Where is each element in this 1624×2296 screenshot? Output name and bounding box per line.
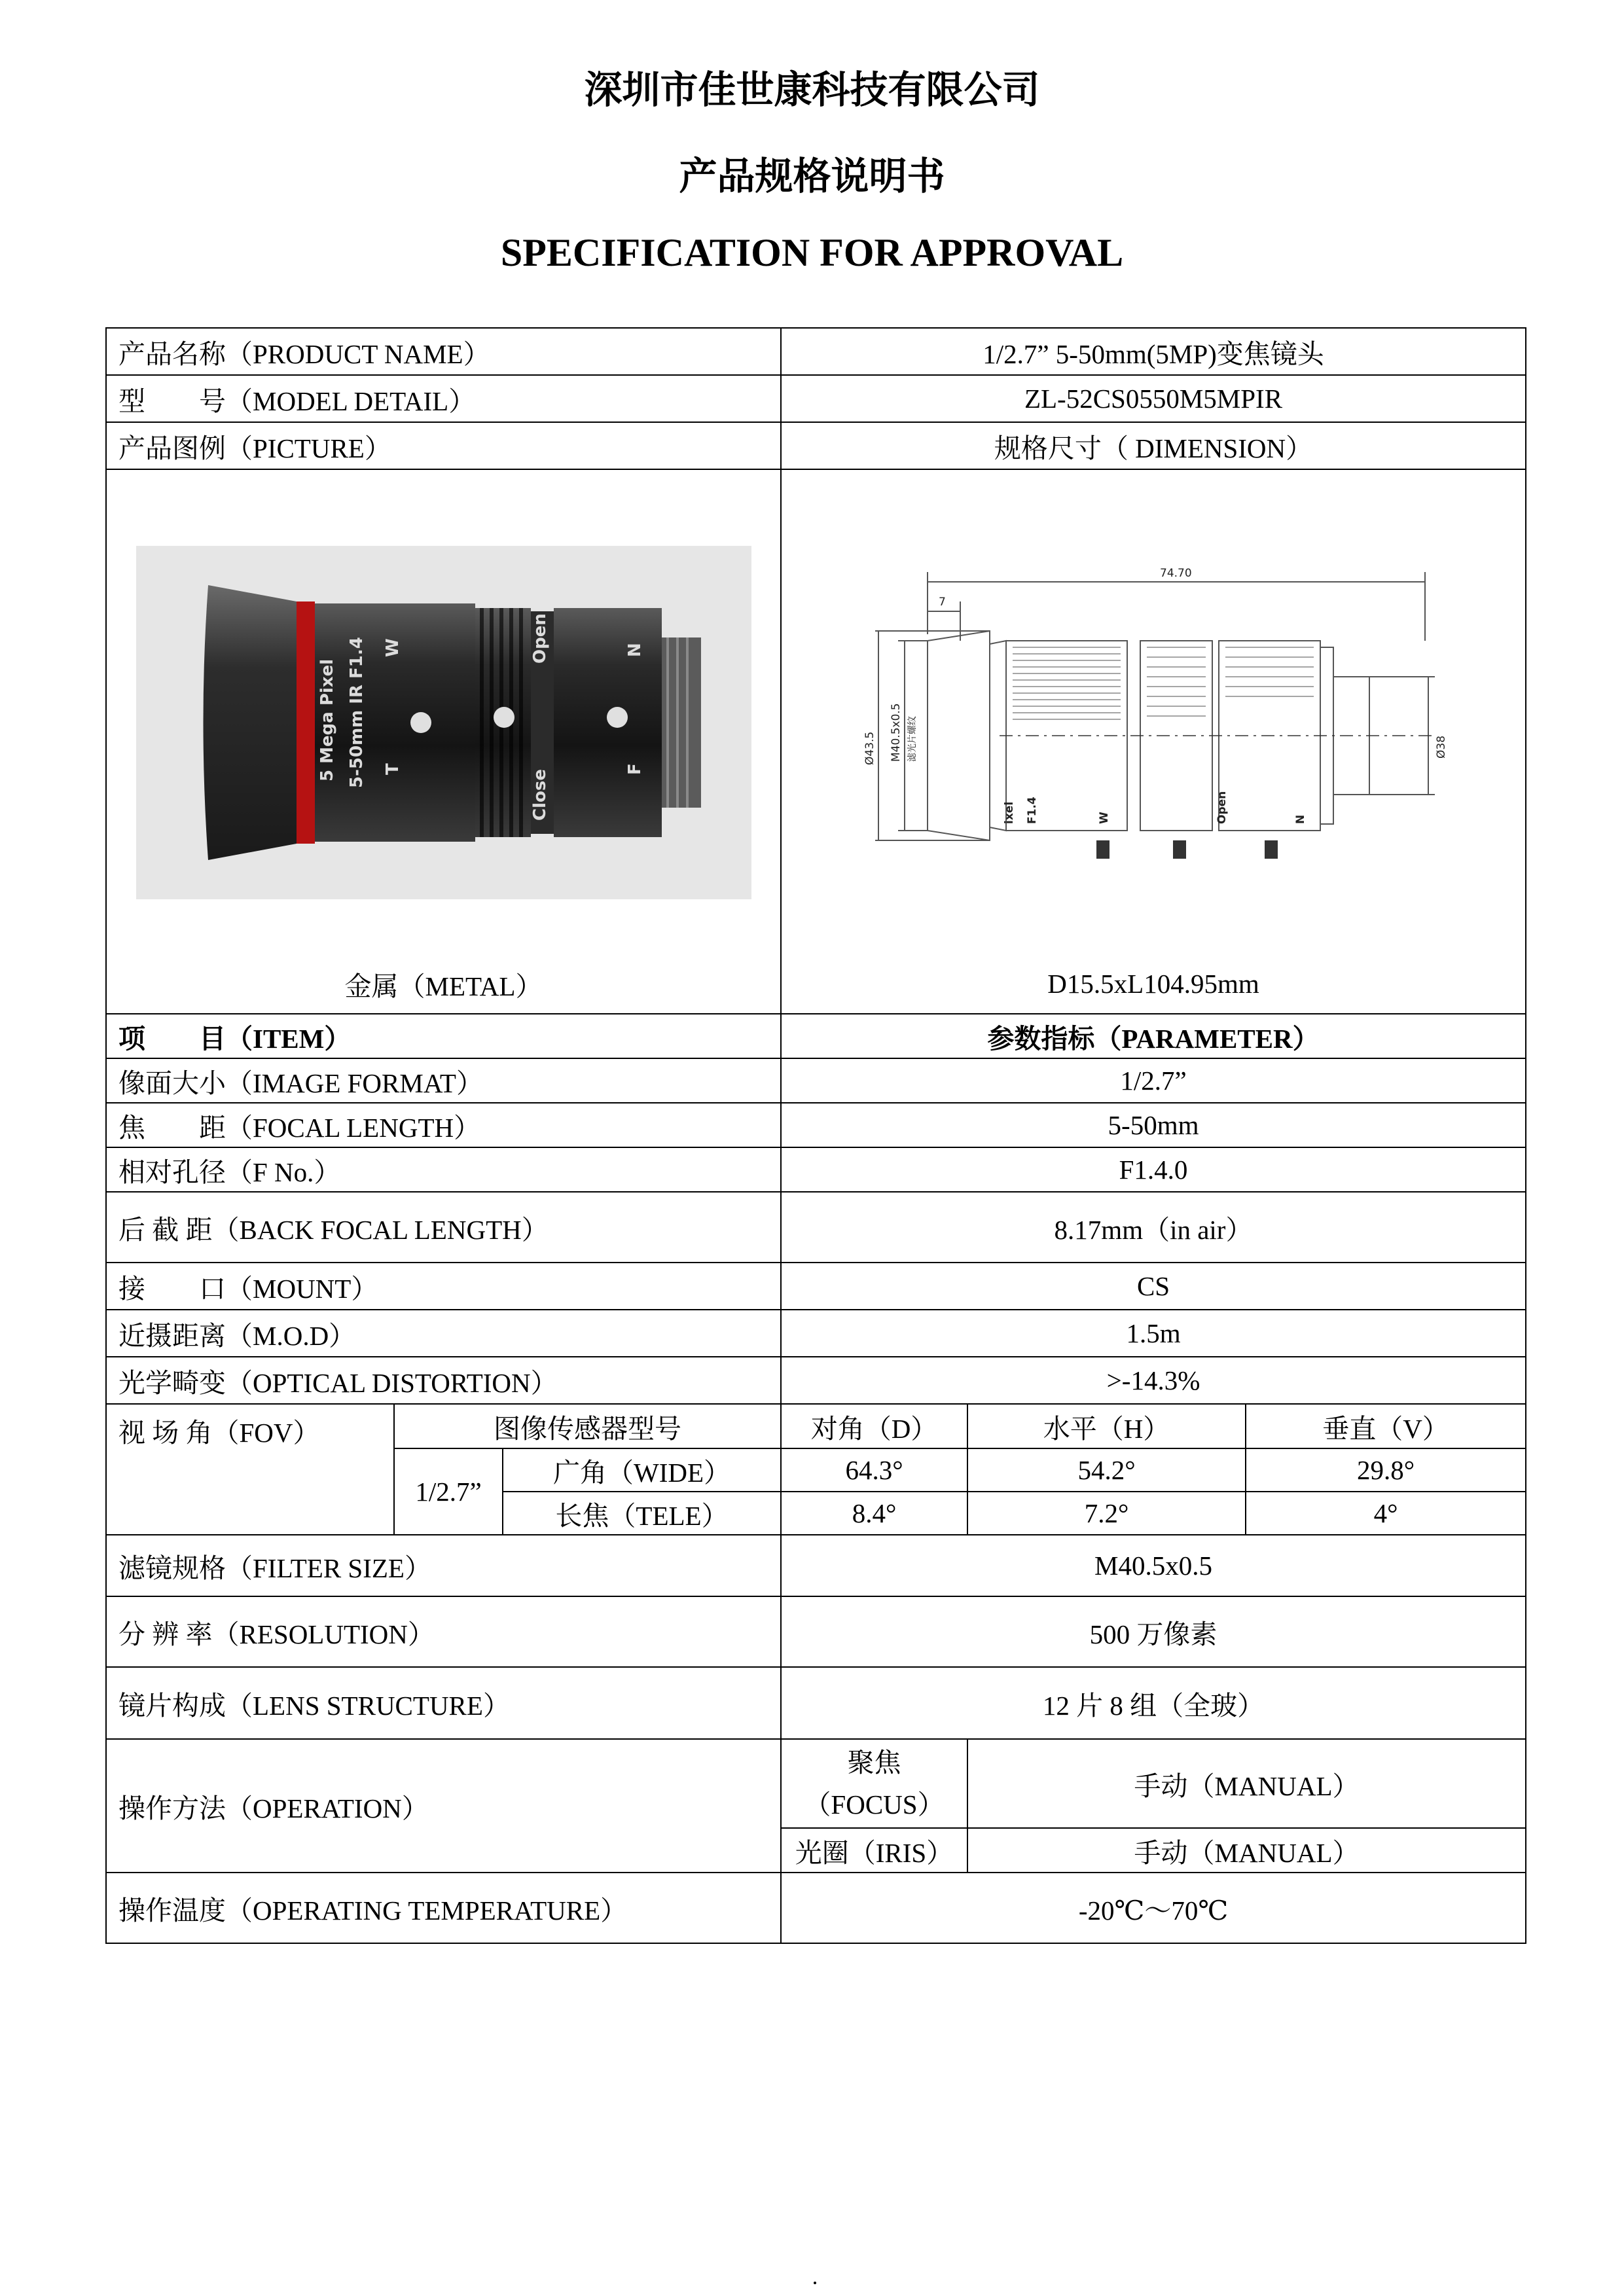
temperature-row: [106, 1873, 1526, 1943]
param-row: [106, 1310, 1526, 1357]
svg-text:F1.4: F1.4: [1026, 797, 1039, 824]
page-mark: [814, 2282, 816, 2284]
iris-value: 手动（MANUAL）: [967, 1828, 1526, 1873]
operation-focus-row: [106, 1739, 1526, 1828]
param-label: 接 口（MOUNT）: [106, 1263, 781, 1310]
model-label: 型 号（MODEL DETAIL）: [106, 375, 781, 422]
fov-diagonal-header: 对角（D）: [781, 1404, 967, 1448]
svg-text:T: T: [382, 762, 403, 775]
dimension-size-text: D15.5xL104.95mm: [1047, 969, 1259, 999]
param-row: [106, 1535, 1526, 1596]
param-value: >-14.3%: [781, 1357, 1526, 1404]
product-name-label: 产品名称（PRODUCT NAME）: [106, 328, 781, 375]
svg-text:W: W: [1098, 812, 1111, 824]
dimension-drawing-cell: [781, 469, 1526, 1014]
product-photo-cell: [106, 469, 781, 1014]
param-label: 分 辨 率（RESOLUTION）: [106, 1596, 781, 1667]
svg-text:W: W: [382, 637, 403, 657]
picture-row: [106, 469, 1526, 1014]
dimension-drawing: [839, 543, 1468, 909]
param-row: [106, 1192, 1526, 1263]
picture-header-row: [106, 422, 1526, 469]
param-row: [106, 1357, 1526, 1404]
document-title-english: SPECIFICATION FOR APPROVAL: [500, 231, 1124, 274]
model-value: ZL-52CS0550M5MPIR: [781, 375, 1526, 422]
fov-wide-diagonal: 64.3°: [781, 1448, 967, 1492]
product-name-row: [106, 328, 1526, 375]
fov-vertical-header: 垂直（V）: [1246, 1404, 1526, 1448]
fov-tele-label: 长焦（TELE）: [503, 1492, 781, 1535]
param-value: F1.4.0: [781, 1147, 1526, 1192]
param-value: CS: [781, 1263, 1526, 1310]
params-header-row: [106, 1014, 1526, 1058]
param-label: 相对孔径（F No.）: [106, 1147, 781, 1192]
param-value: 12 片 8 组（全玻）: [781, 1667, 1526, 1739]
fov-tele-diagonal: 8.4°: [781, 1492, 967, 1535]
operation-label: 操作方法（OPERATION）: [106, 1739, 781, 1873]
param-row: [106, 1103, 1526, 1147]
fov-horizontal-header: 水平（H）: [967, 1404, 1246, 1448]
company-name: 深圳市佳世康科技有限公司: [584, 67, 1040, 112]
document-title: 产品规格说明书: [679, 154, 945, 198]
param-label: 后 截 距（BACK FOCAL LENGTH）: [106, 1192, 781, 1263]
param-value: 5-50mm: [781, 1103, 1526, 1147]
fov-tele-horizontal: 7.2°: [967, 1492, 1246, 1535]
fov-label: 视 场 角（FOV）: [106, 1404, 394, 1535]
iris-label: 光圈（IRIS）: [781, 1828, 967, 1873]
product-name-value: 1/2.7” 5-50mm(5MP)变焦镜头: [781, 328, 1526, 375]
fov-sensor-header: 图像传感器型号: [394, 1404, 781, 1448]
param-value: 8.17mm（in air）: [781, 1192, 1526, 1263]
parameter-header: 参数指标（PARAMETER）: [781, 1014, 1526, 1058]
focus-label: 聚焦（FOCUS）: [781, 1739, 967, 1828]
picture-label: 产品图例（PICTURE）: [106, 422, 781, 469]
svg-text:M40.5x0.5: M40.5x0.5: [890, 703, 903, 762]
svg-text:5 Mega Pixel: 5 Mega Pixel: [317, 658, 337, 781]
param-row: [106, 1263, 1526, 1310]
svg-text:N: N: [624, 642, 645, 657]
svg-text:Open: Open: [1216, 791, 1229, 824]
lens-photo: [136, 546, 751, 899]
focus-value: 手动（MANUAL）: [967, 1739, 1526, 1828]
param-label: 滤镜规格（FILTER SIZE）: [106, 1535, 781, 1596]
param-label: 近摄距离（M.O.D）: [106, 1310, 781, 1357]
material-text: 金属（METAL）: [344, 971, 543, 1001]
fov-tele-vertical: 4°: [1246, 1492, 1526, 1535]
svg-text:74.70: 74.70: [1160, 567, 1192, 580]
fov-sensor-size: 1/2.7”: [394, 1448, 503, 1535]
param-row: [106, 1596, 1526, 1667]
svg-text:Ø43.5: Ø43.5: [863, 731, 877, 765]
svg-text:7: 7: [939, 596, 946, 609]
model-row: [106, 375, 1526, 422]
temperature-value: -20℃～70℃: [781, 1873, 1526, 1943]
fov-header-row: [106, 1404, 1526, 1448]
svg-text:F: F: [624, 762, 645, 775]
svg-text:N: N: [1294, 814, 1308, 824]
param-value: 1.5m: [781, 1310, 1526, 1357]
fov-wide-vertical: 29.8°: [1246, 1448, 1526, 1492]
param-value: 500 万像素: [781, 1596, 1526, 1667]
param-row: [106, 1058, 1526, 1103]
param-value: 1/2.7”: [781, 1058, 1526, 1103]
fov-wide-label: 广角（WIDE）: [503, 1448, 781, 1492]
item-header: 项 目（ITEM）: [106, 1014, 781, 1058]
param-label: 镜片构成（LENS STRUCTURE）: [106, 1667, 781, 1739]
temperature-label: 操作温度（OPERATING TEMPERATURE）: [106, 1873, 781, 1943]
fov-wide-horizontal: 54.2°: [967, 1448, 1246, 1492]
param-label: 焦 距（FOCAL LENGTH）: [106, 1103, 781, 1147]
param-label: 光学畸变（OPTICAL DISTORTION）: [106, 1357, 781, 1404]
svg-text:5-50mm IR F1.4: 5-50mm IR F1.4: [346, 636, 367, 788]
param-label: 像面大小（IMAGE FORMAT）: [106, 1058, 781, 1103]
param-row: [106, 1667, 1526, 1739]
svg-text:Close: Close: [530, 768, 550, 821]
svg-text:ixel: ixel: [1003, 801, 1017, 824]
svg-text:Ø38: Ø38: [1435, 735, 1449, 759]
svg-text:Open: Open: [530, 613, 550, 664]
param-value: M40.5x0.5: [781, 1535, 1526, 1596]
param-row: [106, 1147, 1526, 1192]
svg-text:滤光片螺纹: 滤光片螺纹: [907, 716, 918, 762]
specification-table: [105, 327, 1526, 1944]
dimension-label: 规格尺寸（ DIMENSION）: [781, 422, 1526, 469]
